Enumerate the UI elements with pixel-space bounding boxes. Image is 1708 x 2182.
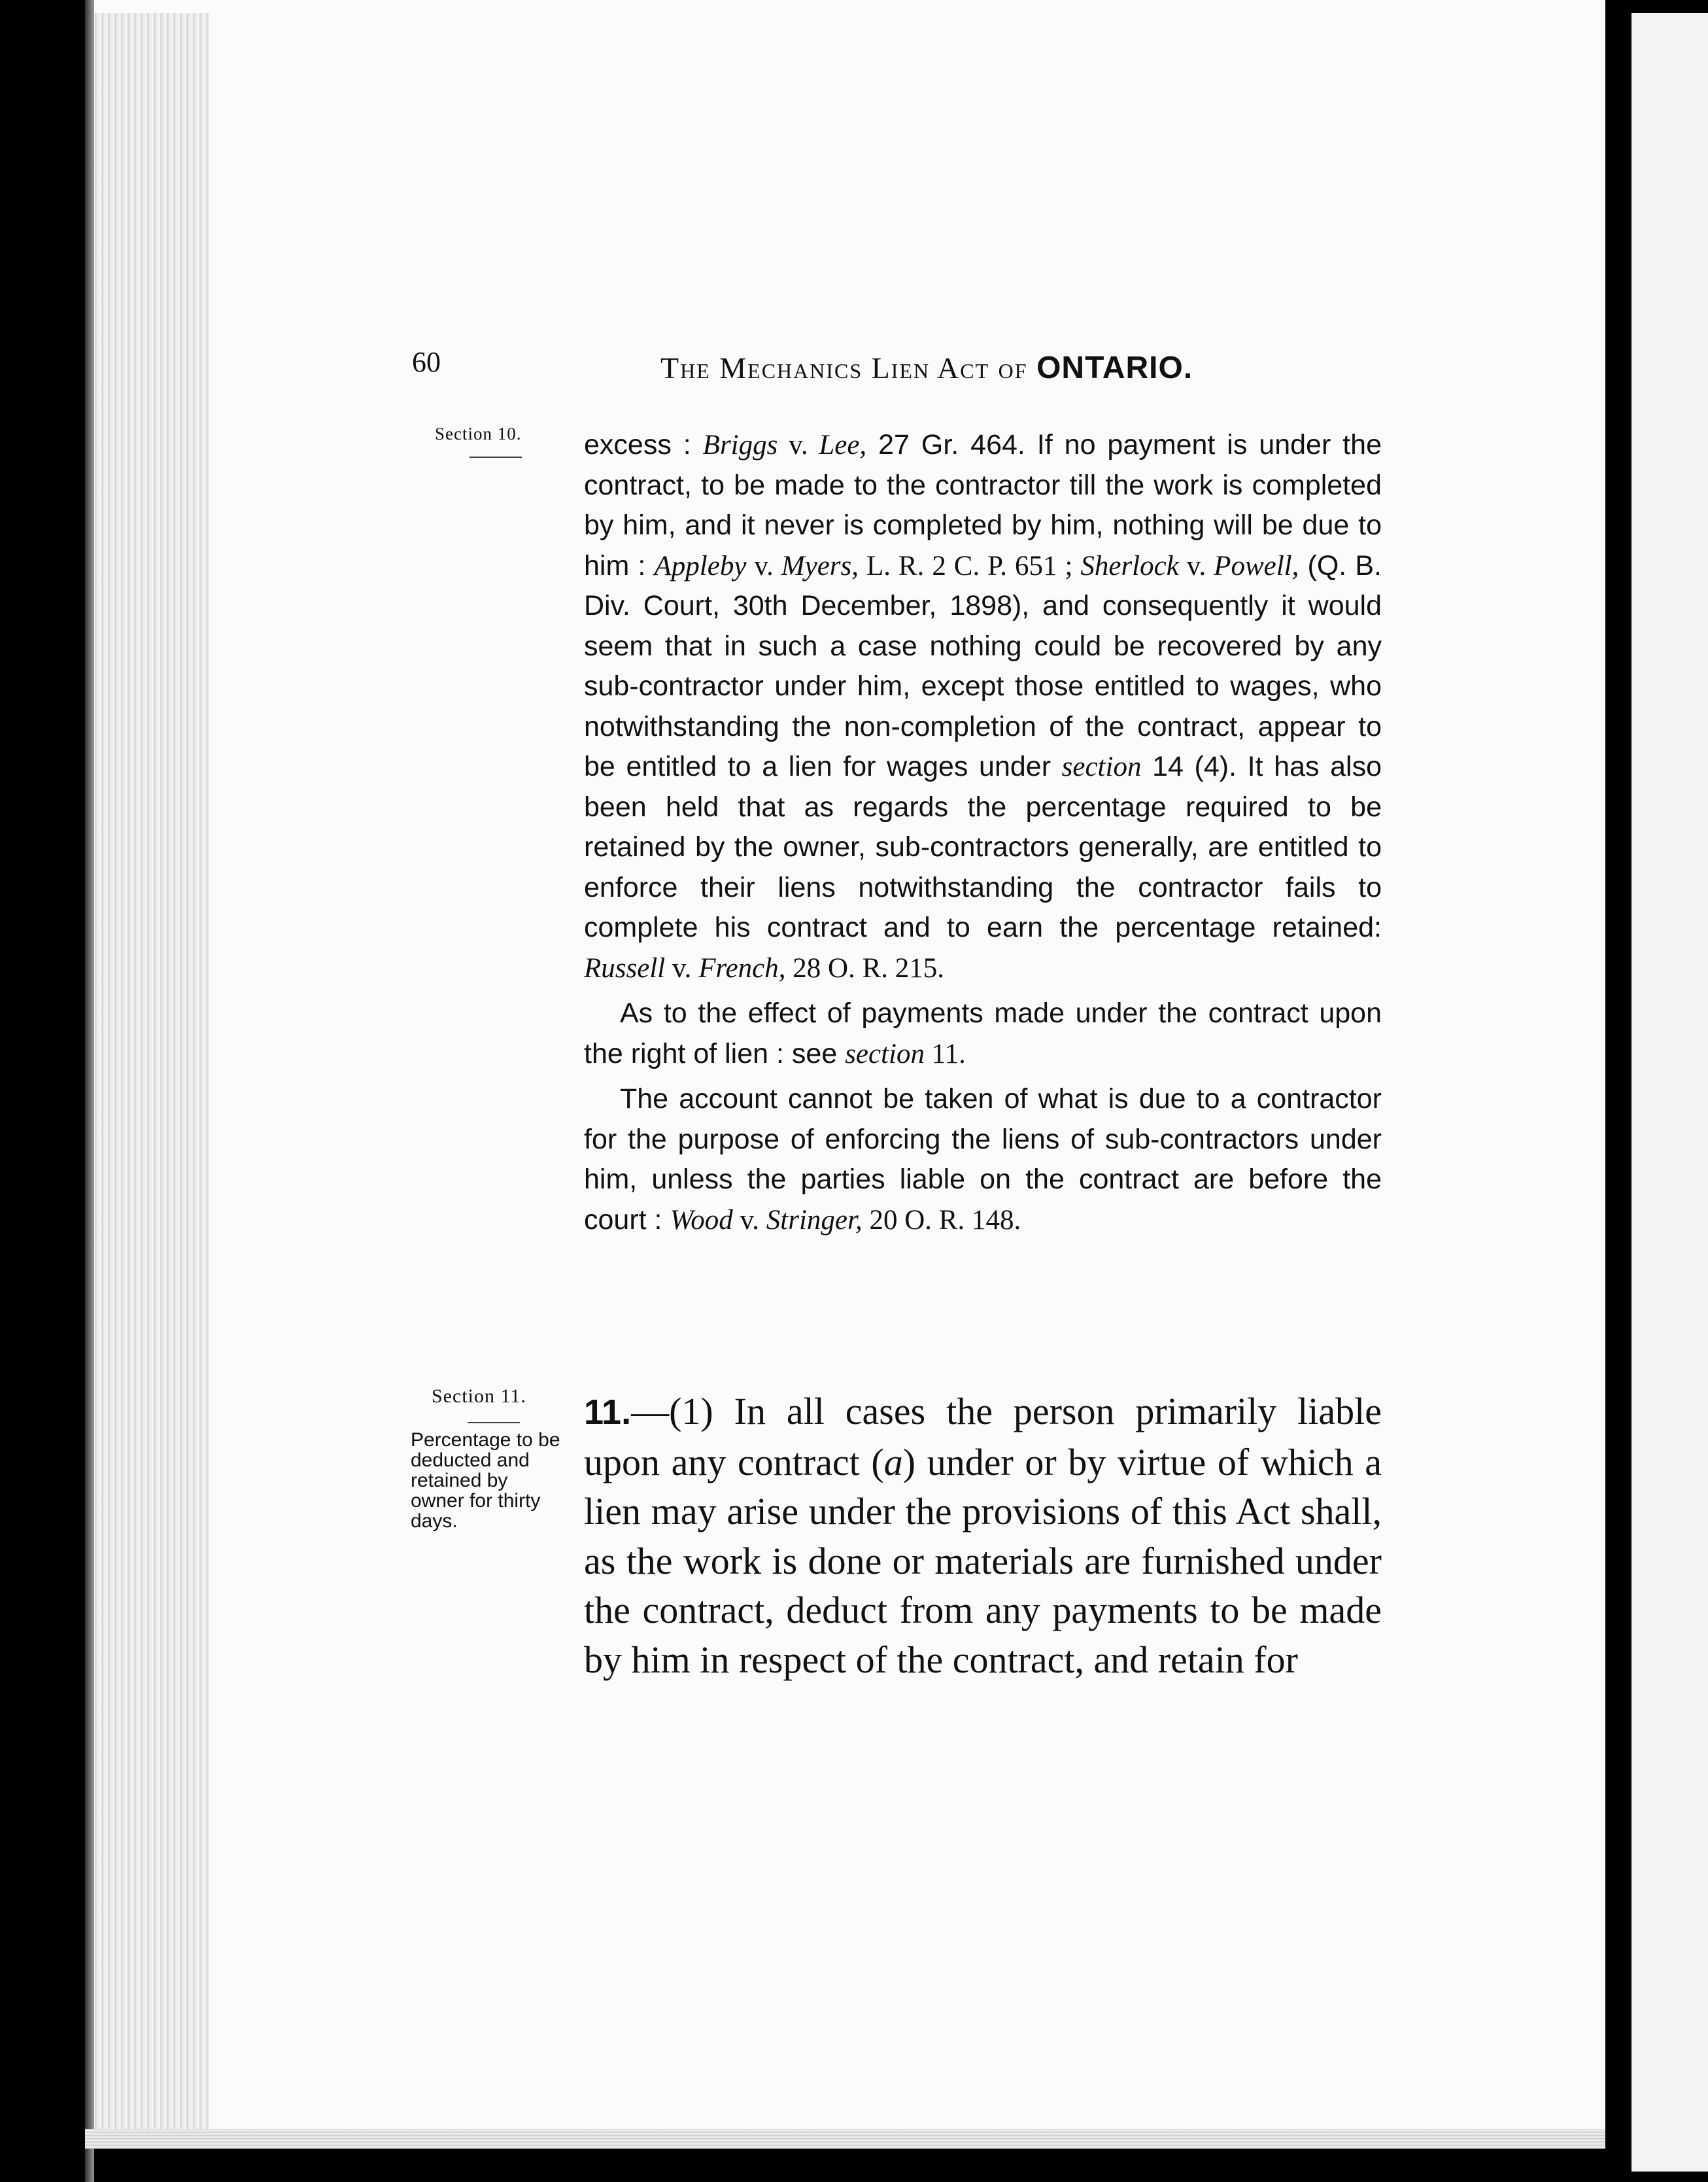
page-edges [85, 13, 209, 2149]
case-name: Briggs [702, 430, 778, 460]
case-name: Lee, [819, 430, 867, 460]
case-name: Appleby [654, 550, 747, 581]
running-head-province: ONTARIO. [1036, 351, 1193, 385]
gutter [1605, 0, 1631, 2182]
case-name: French, [698, 952, 786, 984]
page-number: 60 [412, 346, 441, 378]
sidenote-rule [468, 1422, 520, 1423]
section-ref: section [845, 1038, 925, 1069]
paragraph: The account cannot be taken of what is due to a contractor for the purpose of enforcing the liens of sub-contractors under him, unless the parties liable on the contract are before the court : Wood v. Stringer, 20 O. R. 148. [584, 1083, 1382, 1236]
bottom-page-edges [85, 2129, 1605, 2149]
paragraph: excess : Briggs v. Lee, 27 Gr. 464. If no payment is under the contract, to be made to the contractor till the work is completed by him, and it never is completed by him, nothing will be due to him : Appleby v. Myers, L. R. 2 C. P. 651 ; Sherlock v. Powell, (Q. B. Div. Court, 30th December, 1898), and consequently it would seem that in such a case nothing could be recovered by any sub-contractor under him, except those entitled to wages, who notwithstanding the non-completion of the contract, appear to be entitled to a lien for wages under section 14 (4). It has also been held that as regards the percentage required to be retained by the owner, sub-contractors generally, are entitled to enforce their liens notwithstanding the contractor fails to complete his contract and to earn the percentage retained: Russell v. French, 28 O. R. 215. [584, 429, 1382, 984]
running-head-title: The Mechanics Lien Act of [660, 351, 1028, 385]
next-page-strip [1631, 13, 1708, 2172]
case-name: Myers, [781, 550, 859, 581]
sidenote-section-10: Section 10. [435, 424, 522, 443]
section-number: 11. [584, 1393, 632, 1432]
running-head [660, 350, 1193, 386]
binding-shadow [85, 0, 94, 2182]
sidenote-rule [470, 457, 522, 458]
case-name: Sherlock [1080, 550, 1179, 581]
case-name: Russell [584, 952, 666, 984]
commentary-text [584, 425, 1382, 1240]
case-name: Stringer, [766, 1204, 863, 1236]
sidenote-section-11: Section 11. [432, 1385, 526, 1407]
paragraph: As to the effect of payments made under the contract upon the right of lien : see section 11. [584, 997, 1382, 1069]
section-ref: section [1061, 752, 1142, 782]
marginal-note: Percentage to be deducted and retained by owner for thirty days. [411, 1429, 560, 1532]
section-11-text: 11.—(1) In all cases the person primarily liable upon any contract (a) under or by virtue of which a lien may arise under the provisions of this Act shall, as the work is done or materials are furnished under the contract, deduct from any payments to be made by him in respect of the contract, and retain for [584, 1390, 1382, 1681]
case-name: Powell, [1214, 550, 1299, 581]
case-name: Wood [670, 1204, 733, 1236]
